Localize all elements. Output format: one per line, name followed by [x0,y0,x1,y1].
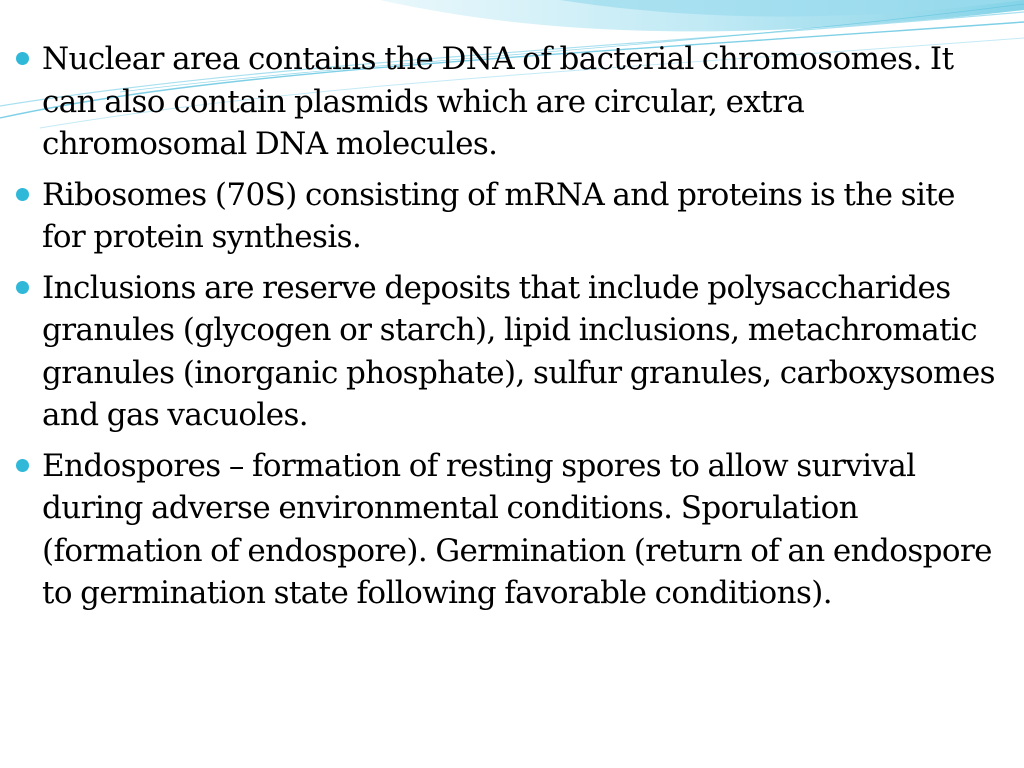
bullet-dot-icon [16,281,29,294]
bullet-text: Ribosomes (70S) consisting of mRNA and proteins is the site for protein synthesis. [42,176,955,255]
bullet-list [14,38,1004,615]
bullet-text: Inclusions are reserve deposits that include polysaccharides granules (glycogen or starch), lipid inclusions, metachromatic granules (inorganic phosphate), sulfur granules, carboxysomes and gas vacuoles. [42,269,995,433]
bullet-text: Nuclear area contains the DNA of bacterial chromosomes. It can also contain plasmids which are circular, extra chromosomal DNA molecules. [42,41,954,162]
bullet-dot-icon [16,188,29,201]
bullet-item-inclusions [14,267,1004,437]
bullet-text: Endospores – formation of resting spores to allow survival during adverse environmental conditions. Sporulation (formation of endospore). Germination (return of an endospore to germination state following favorable conditions). [42,447,992,611]
bullet-dot-icon [16,459,29,472]
slide-body [14,38,1004,623]
bullet-item-nuclear-area [14,38,1004,166]
bullet-item-ribosomes [14,174,1004,259]
bullet-item-endospores [14,445,1004,615]
bullet-dot-icon [16,52,29,65]
